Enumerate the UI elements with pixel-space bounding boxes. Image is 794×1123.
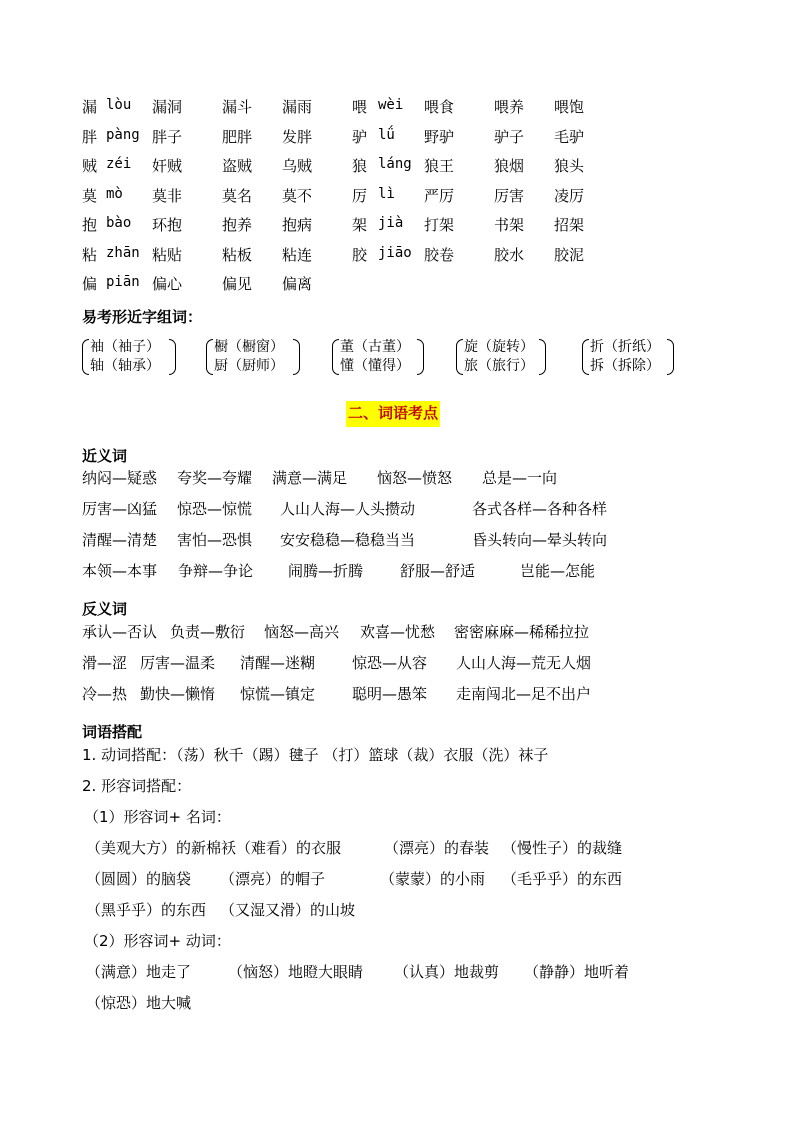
pinyin: lì <box>378 185 395 202</box>
word: 野驴 <box>424 127 455 146</box>
adj-verb-item: （满意）地走了 <box>86 963 192 981</box>
left-brace <box>582 339 589 375</box>
similar-pair <box>456 336 546 376</box>
pair-word: 橱（橱窗） <box>214 339 284 355</box>
pair-word: 旅（旅行） <box>464 358 534 374</box>
pair-word: 拆（拆除） <box>590 358 660 374</box>
left-brace <box>82 339 89 375</box>
word: 胖子 <box>152 127 183 146</box>
synonym-item: 人山人海—人头攒动 <box>280 500 416 518</box>
word: 粘贴 <box>152 245 183 264</box>
adj-noun-item: （毛乎乎）的东西 <box>502 870 623 888</box>
word: 狼头 <box>554 157 585 175</box>
pair-word: 袖（袖子） <box>90 339 160 355</box>
antonym-item: 密密麻麻—稀稀拉拉 <box>454 623 590 641</box>
antonym-item: 恼怒—高兴 <box>264 623 340 641</box>
adj-noun-item: （慢性子）的裁缝 <box>502 839 623 857</box>
word: 狼烟 <box>494 157 525 175</box>
adj-verb-item: （恼怒）地瞪大眼睛 <box>228 963 364 981</box>
synonym-item: 争辩—争论 <box>178 562 254 580</box>
character: 狼 <box>352 157 368 175</box>
word: 粘板 <box>222 245 253 264</box>
adjective-collocation-title: 2. 形容词搭配： <box>82 777 192 795</box>
antonym-item: 惊恐—从容 <box>352 654 428 672</box>
pinyin: jiāo <box>378 244 412 261</box>
word: 狼王 <box>424 157 455 175</box>
pair-word: 轴（轴承） <box>90 358 160 374</box>
character: 莫 <box>82 186 98 205</box>
synonym-item: 夸奖—夸耀 <box>177 469 253 487</box>
character: 抱 <box>82 216 98 234</box>
word: 书架 <box>494 216 525 234</box>
character: 胶 <box>352 245 368 264</box>
adj-verb-title: （2）形容词+ 动词： <box>84 932 231 950</box>
left-brace <box>456 339 463 375</box>
word: 漏洞 <box>152 98 183 116</box>
pinyin: zhān <box>106 244 140 261</box>
pair-word: 折（折纸） <box>590 339 660 355</box>
collocations-title: 词语搭配 <box>82 723 143 741</box>
pinyin: pàng <box>106 126 140 143</box>
adj-verb-item: （认真）地裁剪 <box>394 963 500 981</box>
right-brace <box>667 339 674 375</box>
synonym-item: 舒服—舒适 <box>400 562 476 580</box>
right-brace <box>169 339 176 375</box>
word: 奸贼 <box>152 157 183 175</box>
left-brace <box>206 339 213 375</box>
synonym-item: 闹腾—折腾 <box>288 562 364 580</box>
character: 胖 <box>82 127 98 146</box>
word: 厉害 <box>494 186 525 205</box>
character: 偏 <box>82 275 98 293</box>
adj-noun-item: （漂亮）的帽子 <box>220 870 326 888</box>
word: 胶泥 <box>554 245 585 264</box>
section-title: 二、词语考点 <box>346 401 440 427</box>
right-brace <box>539 339 546 375</box>
synonym-item: 安安稳稳—稳稳当当 <box>280 531 416 549</box>
character: 粘 <box>82 245 98 264</box>
pinyin: lòu <box>106 97 132 113</box>
pinyin: jià <box>378 215 404 231</box>
pinyin: zéi <box>106 156 132 172</box>
antonym-item: 欢喜—忧愁 <box>360 623 436 641</box>
word: 胶水 <box>494 245 525 264</box>
synonym-item: 纳闷—疑惑 <box>82 469 158 487</box>
similar-character-pairs <box>82 336 702 378</box>
pinyin: bào <box>106 215 132 231</box>
character: 喂 <box>352 98 368 116</box>
word: 漏斗 <box>222 98 253 116</box>
pinyin: láng <box>378 156 412 172</box>
synonym-item: 满意—满足 <box>272 469 348 487</box>
pinyin: wèi <box>378 97 404 113</box>
synonym-item: 本领—本事 <box>82 562 158 580</box>
synonym-item: 岂能—怎能 <box>520 562 596 580</box>
synonym-item: 害怕—恐惧 <box>177 531 253 549</box>
word: 粘连 <box>282 245 313 264</box>
synonym-item: 总是—一向 <box>482 469 558 487</box>
antonym-item: 冷—热 <box>82 685 128 703</box>
character: 厉 <box>352 186 368 205</box>
synonym-item: 惊恐—惊慌 <box>177 500 253 518</box>
similar-characters-title: 易考形近字组词： <box>82 308 203 326</box>
word: 抱病 <box>282 216 313 234</box>
synonyms-title: 近义词 <box>82 447 128 465</box>
word: 驴子 <box>494 127 525 146</box>
similar-pair <box>582 336 674 376</box>
word: 严厉 <box>424 186 455 205</box>
antonym-item: 惊慌—镇定 <box>240 685 316 703</box>
word: 毛驴 <box>554 127 585 146</box>
adj-noun-item: （又湿又滑）的山坡 <box>220 901 356 919</box>
synonym-item: 昏头转向—晕头转向 <box>472 531 608 549</box>
word: 偏心 <box>152 275 183 293</box>
character: 漏 <box>82 98 98 116</box>
pinyin: lǘ <box>378 126 395 143</box>
adj-verb-item: （惊恐）地大喊 <box>86 994 192 1012</box>
word: 肥胖 <box>222 127 253 146</box>
adj-verb-item: （静静）地听着 <box>524 963 630 981</box>
adj-noun-item: （漂亮）的春装 <box>384 839 490 857</box>
pair-word: 懂（懂得） <box>340 358 410 374</box>
antonym-item: 人山人海—荒无人烟 <box>456 654 592 672</box>
right-brace <box>293 339 300 375</box>
character: 架 <box>352 216 368 234</box>
word: 喂饱 <box>554 98 585 116</box>
antonym-item: 厉害—温柔 <box>140 654 216 672</box>
word: 乌贼 <box>282 157 313 175</box>
synonym-item: 厉害—凶猛 <box>82 500 158 518</box>
word: 环抱 <box>152 216 183 234</box>
synonym-item: 各式各样—各种各样 <box>472 500 608 518</box>
antonym-item: 承认—否认 <box>82 623 158 641</box>
word: 发胖 <box>282 127 313 146</box>
word: 漏雨 <box>282 98 313 116</box>
word: 喂养 <box>494 98 525 116</box>
similar-pair <box>82 336 176 376</box>
adj-noun-title: （1）形容词+ 名词： <box>84 808 231 826</box>
character: 驴 <box>352 127 368 146</box>
antonym-item: 聪明—愚笨 <box>352 685 428 703</box>
character: 贼 <box>82 157 98 175</box>
antonym-item: 负责—敷衍 <box>170 623 246 641</box>
similar-pair <box>206 336 300 376</box>
antonym-item: 勤快—懒惰 <box>140 685 216 703</box>
synonym-item: 清醒—清楚 <box>82 531 158 549</box>
word: 莫名 <box>222 186 253 205</box>
word: 偏见 <box>222 275 253 293</box>
pinyin: mò <box>106 185 123 202</box>
verb-collocation: 1. 动词搭配：（荡）秋千（踢）毽子 （打）篮球（裁）衣服（洗）袜子 <box>82 746 549 764</box>
adj-noun-item: （蒙蒙）的小雨 <box>380 870 486 888</box>
pair-word: 厨（厨师） <box>214 358 284 374</box>
antonyms-title: 反义词 <box>82 600 128 618</box>
antonym-item: 走南闯北—足不出户 <box>456 685 592 703</box>
word: 莫不 <box>282 186 313 205</box>
adj-noun-item: （美观大方）的新棉袄（难看）的衣服 <box>86 839 342 857</box>
word: 偏离 <box>282 275 313 293</box>
word: 打架 <box>424 216 455 234</box>
antonym-item: 清醒—迷糊 <box>240 654 316 672</box>
pair-word: 董（古董） <box>340 339 410 355</box>
synonym-item: 恼怒—愤怒 <box>377 469 453 487</box>
word: 招架 <box>554 216 585 234</box>
pinyin: piān <box>106 274 140 290</box>
right-brace <box>417 339 424 375</box>
similar-pair <box>332 336 424 376</box>
word: 盗贼 <box>222 157 253 175</box>
antonym-item: 滑—涩 <box>82 654 128 672</box>
pair-word: 旋（旋转） <box>464 339 534 355</box>
word: 莫非 <box>152 186 183 205</box>
word: 喂食 <box>424 98 455 116</box>
adj-noun-item: （黑乎乎）的东西 <box>86 901 207 919</box>
word: 胶卷 <box>424 245 455 264</box>
adj-noun-item: （圆圆）的脑袋 <box>86 870 192 888</box>
left-brace <box>332 339 339 375</box>
word: 凌厉 <box>554 186 585 205</box>
word: 抱养 <box>222 216 253 234</box>
